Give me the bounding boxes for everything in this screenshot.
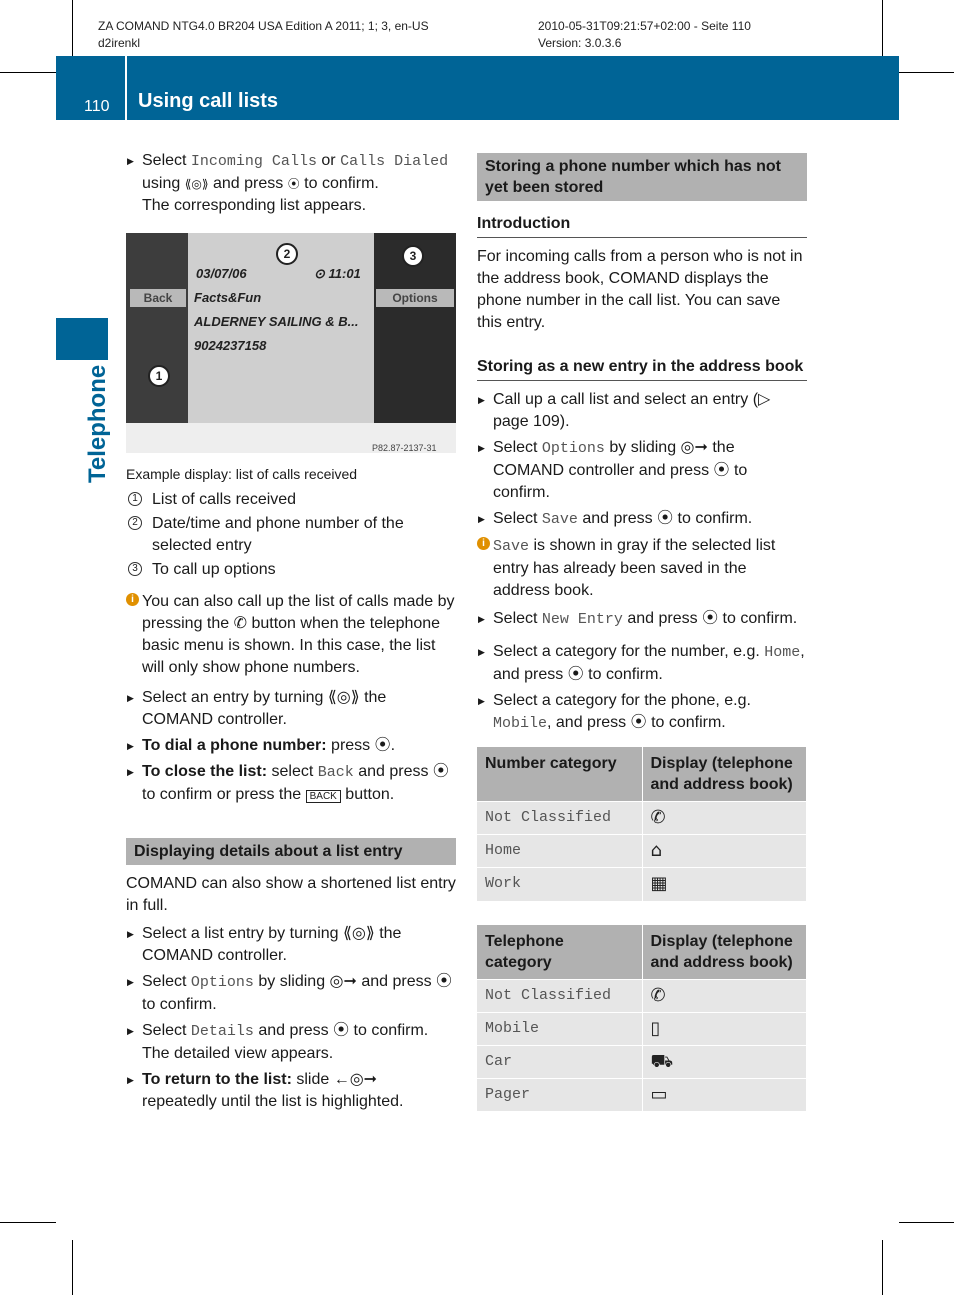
crop-mark	[899, 1222, 954, 1223]
sub-heading-introduction: Introduction	[477, 213, 807, 238]
step-select-entry	[126, 687, 456, 731]
step-turn	[126, 923, 456, 967]
step-text: and press	[208, 175, 288, 192]
crop-mark	[72, 1240, 73, 1295]
table-row	[477, 1012, 807, 1045]
mobile-icon: ▯	[642, 1012, 807, 1045]
table-header-cell: Display (telephone and address book)	[642, 747, 807, 802]
table-row	[477, 802, 807, 835]
step-options	[477, 437, 807, 504]
step-text: slide ←◎➞ repeatedly until the list is highlighted.	[142, 1071, 404, 1110]
step-save	[477, 508, 807, 531]
side-tab-marker	[56, 318, 108, 360]
crop-mark	[72, 0, 73, 56]
step-text: Select	[142, 152, 191, 169]
sub-heading-store: Storing as a new entry in the address book	[477, 356, 807, 381]
car-icon: ⛟	[642, 1045, 807, 1078]
section-heading: Displaying details about a list entry	[126, 838, 456, 865]
display-options-button: Options	[376, 289, 454, 307]
phone-icon: ✆	[642, 979, 807, 1012]
side-tab-label: Telephone	[84, 364, 111, 483]
step-details	[126, 1020, 456, 1065]
doc-meta-line: ZA COMAND NTG4.0 BR204 USA Edition A 2011; 1; 3, en-US	[98, 19, 429, 33]
page-header	[56, 56, 899, 120]
menu-item-details: Details	[190, 1023, 254, 1040]
info-text: You can also call up the list of calls made by pressing the ✆ button when the telephone basic menu is shown. In this case, the list will only show phone numbers.	[142, 593, 455, 676]
pager-icon: ▭	[642, 1078, 807, 1111]
doc-meta-line: Version: 3.0.3.6	[538, 36, 622, 50]
step-text: by sliding ◎➞ the COMAND controller and press ⦿ to confirm.	[493, 439, 748, 501]
crop-mark	[882, 0, 883, 56]
step-text: Select	[493, 610, 542, 627]
step-text: and press ⦿ to confirm.	[577, 510, 753, 527]
doc-meta-left	[98, 18, 429, 52]
legend-text: List of calls received	[152, 491, 297, 508]
doc-meta-line: 2010-05-31T09:21:57+02:00 - Seite 110	[538, 19, 751, 33]
step-text: Select	[493, 510, 542, 527]
press-controller-icon: ⦿	[287, 177, 300, 191]
info-icon: i	[126, 593, 139, 606]
step-select-list	[126, 150, 456, 217]
table-header-cell: Number category	[477, 747, 642, 802]
left-column	[126, 150, 456, 1117]
callout-1: 1	[148, 365, 170, 387]
display-back-button: Back	[130, 289, 186, 307]
home-icon: ⌂	[642, 835, 807, 868]
step-return	[126, 1069, 456, 1113]
back-key-icon: BACK	[306, 790, 341, 803]
step-text: by sliding ◎➞ and press ⦿ to confirm.	[142, 973, 453, 1013]
crop-mark	[0, 72, 56, 73]
step-text: Select a category for the phone, e.g.	[493, 692, 751, 709]
table-row	[477, 835, 807, 868]
table-row	[477, 1045, 807, 1078]
step-text: Call up a call list and select an entry (▷ page 109).	[493, 391, 771, 430]
step-label: To close the list:	[142, 763, 268, 780]
legend-text: To call up options	[152, 561, 276, 578]
menu-item-options: Options	[190, 974, 254, 991]
menu-item-save: Save	[541, 511, 578, 528]
legend-number: 2	[128, 516, 142, 530]
info-note	[126, 591, 456, 679]
callout-3: 3	[402, 245, 424, 267]
step-text: Select an entry by turning ⟪◎⟫ the COMAND controller.	[142, 689, 387, 728]
table-header-row	[477, 925, 807, 980]
step-phone-category	[477, 690, 807, 735]
turn-controller-icon: ⟪◎⟫	[184, 177, 209, 191]
step-result: The corresponding list appears.	[142, 197, 367, 214]
legend-item	[126, 559, 456, 581]
menu-item-back: Back	[317, 764, 354, 781]
page-number: 110	[84, 98, 110, 115]
step-new-entry	[477, 608, 807, 631]
table-header-cell: Telephone category	[477, 925, 642, 980]
menu-item-options: Options	[541, 440, 605, 457]
step-label: To dial a phone number:	[142, 737, 327, 754]
menu-item-mobile: Mobile	[493, 715, 548, 732]
table-cell-category: Home	[477, 835, 642, 868]
crop-mark	[0, 1222, 56, 1223]
step-options	[126, 971, 456, 1016]
table-row	[477, 1078, 807, 1111]
display-list-item: ALDERNEY SAILING & B...	[194, 314, 359, 329]
step-call-up-list	[477, 389, 807, 433]
figure-caption: Example display: list of calls received	[126, 466, 358, 482]
display-time: ⊙ 11:01	[314, 266, 361, 281]
step-text: Select	[142, 973, 191, 990]
info-text: is shown in gray if the selected list entry has already been saved in the address book.	[493, 537, 776, 599]
step-label: To return to the list:	[142, 1071, 292, 1088]
menu-item-calls-dialed: Calls Dialed	[340, 153, 449, 170]
table-cell-category: Pager	[477, 1078, 642, 1111]
right-column	[477, 150, 807, 1111]
telephone-category-table	[477, 925, 807, 1112]
step-text: press ⦿.	[326, 737, 396, 754]
step-text: and press ⦿ to confirm.	[253, 1022, 429, 1039]
table-row	[477, 868, 807, 901]
step-number-category	[477, 641, 807, 686]
section-heading: Storing a phone number which has not yet been stored	[477, 153, 807, 201]
example-display	[126, 233, 456, 453]
table-header-cell: Display (telephone and address book)	[642, 925, 807, 980]
info-icon: i	[477, 537, 490, 550]
step-close-list	[126, 761, 456, 808]
step-text: select	[267, 763, 318, 780]
step-text: to confirm.	[299, 175, 379, 192]
phone-icon: ✆	[642, 802, 807, 835]
table-cell-category: Not Classified	[477, 802, 642, 835]
table-cell-category: Not Classified	[477, 979, 642, 1012]
step-text: or	[316, 152, 341, 169]
table-cell-category: Mobile	[477, 1012, 642, 1045]
legend-text: Date/time and phone number of the selected entry	[152, 515, 404, 554]
header-divider	[125, 56, 127, 120]
menu-item-new-entry: New Entry	[541, 611, 623, 628]
step-text: button.	[340, 786, 395, 803]
number-category-table	[477, 747, 807, 901]
step-text: Select a list entry by turning ⟪◎⟫ the COMAND controller.	[142, 925, 402, 964]
step-text: , and press ⦿ to confirm.	[493, 643, 805, 683]
menu-item-incoming-calls: Incoming Calls	[190, 153, 317, 170]
step-text: Select	[493, 439, 542, 456]
table-row	[477, 979, 807, 1012]
building-icon: ▦	[642, 868, 807, 901]
legend-number: 1	[128, 492, 142, 506]
table-cell-category: Car	[477, 1045, 642, 1078]
doc-meta-line: d2irenkl	[98, 36, 141, 50]
menu-item-save: Save	[493, 538, 530, 555]
image-reference-code: P82.87-2137-31	[372, 443, 437, 453]
doc-meta-right	[538, 18, 751, 52]
step-text: Select	[142, 1022, 191, 1039]
display-date: 03/07/06	[196, 266, 247, 281]
crop-mark	[882, 1240, 883, 1295]
section-intro: COMAND can also show a shortened list entry in full.	[126, 875, 456, 914]
legend-item	[126, 489, 456, 511]
step-text: and press ⦿ to confirm or press the	[142, 763, 449, 803]
legend-number: 3	[128, 562, 142, 576]
step-text: Select a category for the number, e.g.	[493, 643, 765, 660]
step-result: The detailed view appears.	[142, 1045, 334, 1062]
info-note	[477, 535, 807, 602]
step-text: and press ⦿ to confirm.	[622, 610, 798, 627]
display-list-item: Facts&Fun	[194, 290, 262, 305]
table-cell-category: Work	[477, 868, 642, 901]
step-text: using	[142, 175, 185, 192]
step-text: , and press ⦿ to confirm.	[547, 714, 726, 731]
display-list-item: 9024237158	[194, 338, 267, 353]
callout-2: 2	[276, 243, 298, 265]
legend-item	[126, 513, 456, 557]
table-header-row	[477, 747, 807, 802]
intro-text: For incoming calls from a person who is not in the address book, COMAND displays the phone number in the call list. You can save this entry.	[477, 248, 803, 331]
crop-mark	[899, 72, 954, 73]
menu-item-home: Home	[764, 644, 801, 661]
step-dial	[126, 735, 456, 757]
section-title: Using call lists	[138, 90, 279, 112]
display-left-panel	[126, 233, 188, 423]
